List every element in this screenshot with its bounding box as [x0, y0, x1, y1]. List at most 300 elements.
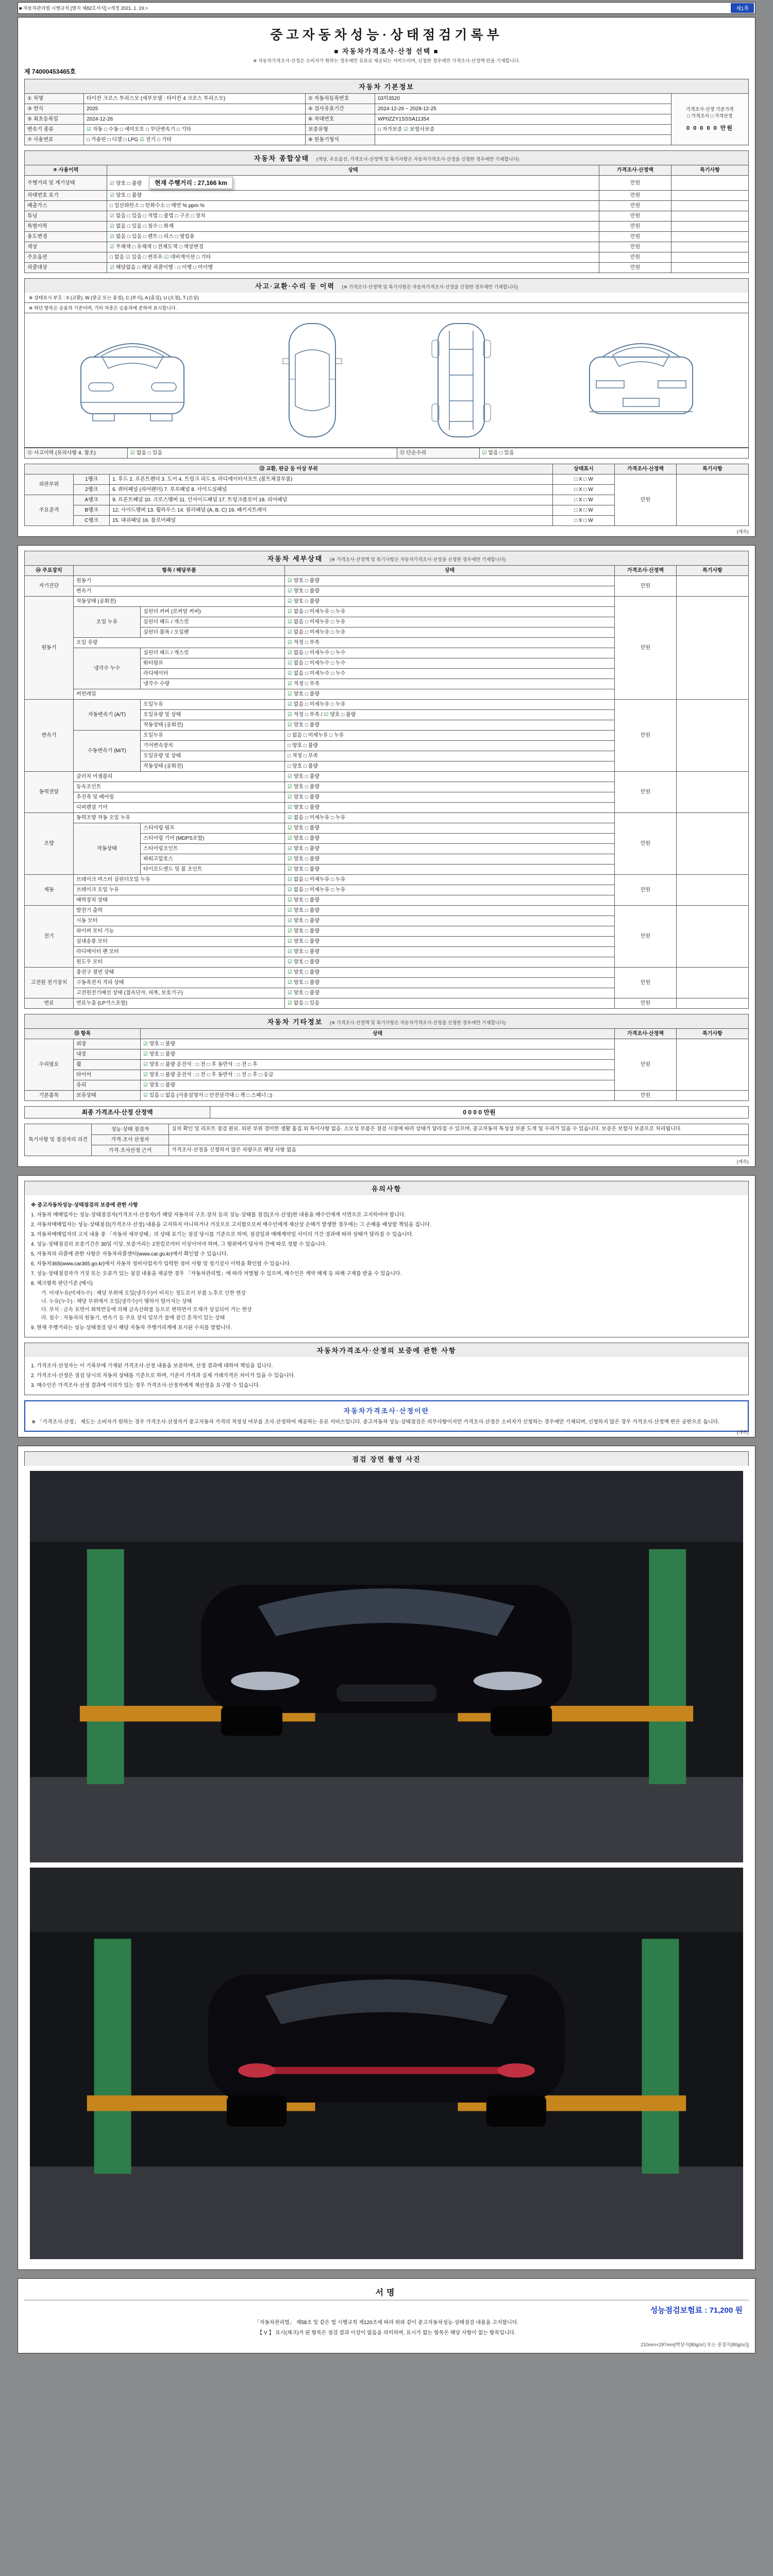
sub-item-label: 오일 누유 [74, 607, 141, 638]
part-label: 충전구 절연 상태 [74, 968, 285, 978]
section-title-comprehensive-text: 자동차 종합상태 [254, 155, 310, 162]
remarks-cell [677, 998, 749, 1009]
remarks-cell [671, 222, 749, 232]
usage-item-label: 튜닝 [25, 211, 107, 222]
simple-repair-checkboxes[interactable]: ☑ 없음 □ 있음 [479, 448, 749, 459]
opinion-section-label: 특기사항 및 점검자의 의견 [25, 1124, 92, 1156]
col-detail-price: 가격조사·산정액 [615, 566, 677, 576]
sub-item-label: 수동변속기 (M/T) [74, 731, 141, 772]
notice-item: 5. 자동차의 리콜에 관한 사항은 자동차리콜센터(www.car.go.kr)에서 확인할 수 있습니다. [31, 1251, 228, 1257]
status-checkboxes[interactable]: ☑ 양호 □ 불량 [285, 803, 615, 813]
col-usage-history: ⑨ 사용이력 [25, 165, 107, 176]
status-checkboxes[interactable]: ☑ 없음 □ 미세누유 □ 누유 [285, 813, 615, 823]
notice-sub-item: 다. 부식 : 금속 표면이 화학반응에 의해 금속산화물 등으로 변하면서 모재가 상실되어 가는 현상 [41, 1307, 252, 1313]
device-label: 연료 [25, 998, 74, 1009]
field-label: 변속기 종류 [25, 125, 84, 135]
rank-mark-checkboxes[interactable]: □ X □ W [553, 474, 615, 485]
comprehensive-row [25, 232, 749, 242]
part-label: 디퍼렌셜 기어 [74, 803, 285, 813]
part-label: 작동상태 (공회전) [141, 761, 285, 772]
rank-parts: 6. 쿼터패널 (리어펜더) 7. 루프패널 8. 사이드실패널 [110, 485, 553, 495]
part-label: 기어변속장치 [141, 741, 285, 751]
price-cell: 만원 [599, 201, 671, 211]
usage-item-label: 주행거리 및 계기상태 [25, 176, 107, 191]
status-checkboxes[interactable]: ☑ 양호 □ 불량 [285, 689, 615, 700]
inspector-opinion-text: 실차 확인 및 리프트 점검 완료. 외판 부위 경미한 생활 흠집 외 특이사항 없음. 소모성 부품은 점검 시점에 따라 상태가 달라질 수 있으며, 중고자동차 특성상 부분 도색 및 수리가 있을 수 있습니다. 보증은 보험사 보증으로 처리됩니다. [169, 1124, 749, 1135]
status-checkboxes[interactable]: ☑ 없음 □ 미세누수 □ 누수 [285, 658, 615, 669]
comprehensive-body [25, 176, 749, 273]
part-label: 클러치 어셈블리 [74, 772, 285, 782]
status-checkboxes[interactable]: ☑ 양호 □ 불량 [285, 937, 615, 947]
car-rear-diagram-icon [572, 321, 711, 439]
notice-item: 1. 자동차 매매업자는 성능·상태점검자(가격조사·산정자)가 해당 자동차의 구조·장치 등의 성능·상태를 점검(조사·산정)한 내용을 매수인에게 서면으로 고지하여야 합니다. [31, 1212, 406, 1218]
status-checkboxes[interactable]: ☑ 양호 □ 불량 [285, 865, 615, 875]
rank-label: B랭크 [74, 505, 110, 516]
detail-row [25, 772, 749, 782]
panel-group-label: 외판부위 [25, 474, 74, 495]
section-title-accident [24, 278, 749, 293]
col-misc-price: 가격조사·산정액 [615, 1029, 677, 1039]
signature-title: 서명 [24, 2284, 749, 2300]
section-title-notice-text: 유의사항 [371, 1185, 402, 1193]
notice-intro: ※ 중고자동차성능·상태점검의 보증에 관한 사항 [31, 1202, 138, 1208]
status-checkboxes[interactable]: ☑ 양호 □ 불량 [285, 576, 615, 586]
price-cell: 만원 [615, 998, 677, 1009]
status-checkboxes[interactable]: ☑ 양호 □ 불량 [285, 782, 615, 792]
remarks-cell [671, 232, 749, 242]
field-label: ① 차명 [25, 94, 84, 104]
part-label: 커먼레일 [74, 689, 285, 700]
car-underbody-diagram-icon [423, 318, 500, 442]
comprehensive-row [25, 191, 749, 201]
appraiser-opinion-text [169, 1135, 749, 1145]
col-misc-status: 상태 [141, 1029, 615, 1039]
sub-item-label: 냉각수 누수 [74, 648, 141, 689]
rank-section-label: ⑬ 교환, 판금 등 이상 부위 [25, 464, 553, 474]
part-label: 동력조향 작동 오일 누유 [74, 813, 285, 823]
status-checkboxes[interactable]: ☑ 양호 □ 불량 [285, 947, 615, 957]
remarks-cell [677, 576, 749, 597]
section-title-photos-text: 점검 장면 촬영 사진 [352, 1455, 421, 1463]
rank-parts: 9. 프론트패널 10. 크로스멤버 11. 인사이드패널 17. 트렁크플로어 18. 리어패널 [110, 495, 553, 505]
part-label: 오일유량 및 상태 [141, 751, 285, 761]
final-price-table [24, 1106, 749, 1118]
base-price-value: 0 0 0 0 0 만원 [686, 125, 734, 131]
part-label: 오일누유 [141, 731, 285, 741]
misc-item-label: 휠 [74, 1060, 141, 1070]
field-label: 보증유형 [306, 125, 375, 135]
col-item: 항목 / 해당부품 [74, 566, 285, 576]
status-checkboxes[interactable]: ☑ 양호 □ 불량 [285, 597, 615, 607]
simple-repair-label: ⑫ 단순수리 [397, 448, 479, 459]
status-checkboxes[interactable]: ☑ 양호 □ 불량 [141, 1039, 615, 1049]
rank-mark-checkboxes[interactable]: □ X □ W [553, 505, 615, 516]
paper-size-note: 210mm×297mm[백상지(80g/㎡) 또는 중질지(80g/㎡)] [641, 2342, 749, 2347]
status-checkboxes[interactable]: ☑ 없음 □ 미세누유 □ 누유 [285, 885, 615, 895]
field-value: 03하3520 [375, 94, 671, 104]
detail-row [25, 576, 749, 586]
part-label: 배력장치 상태 [74, 895, 285, 906]
sheet-signature [18, 2278, 755, 2353]
status-checkboxes[interactable]: ☑ 양호 □ 불량 [285, 720, 615, 731]
warranty-list [30, 1362, 743, 1389]
usage-item-label: 주요옵션 [25, 252, 107, 263]
field-value[interactable]: □ 자가보증 ☑ 보험사보증 [375, 125, 671, 135]
status-checkboxes[interactable]: ☑ 없음 □ 있음 [285, 998, 615, 1009]
basic-row [25, 114, 749, 125]
comprehensive-row [25, 252, 749, 263]
status-checkboxes[interactable]: ☑ 양호 □ 불량 [285, 792, 615, 803]
continue-marker: (계속) [736, 1430, 749, 1435]
detail-row [25, 906, 749, 916]
detail-row [25, 597, 749, 607]
comprehensive-row [25, 242, 749, 252]
price-cell: 만원 [599, 232, 671, 242]
status-checkboxes[interactable]: ☑ 양호 □ 불량 [141, 1080, 615, 1091]
status-checkboxes[interactable]: ☑ 무채색 □ 유채색 □ 전체도색 □ 색상변경 [107, 242, 599, 252]
detail-note: (※ 가격조사·산정액 및 특기사항은 자동차가격조사·산정을 신청한 경우에만 기재합니다) [329, 557, 506, 562]
price-cell: 만원 [615, 1091, 677, 1101]
detail-row [25, 813, 749, 823]
status-checkboxes[interactable]: ☑ 없음 □ 미세누유 □ 누유 [285, 700, 615, 710]
status-checkboxes[interactable]: □ 양호 □ 불량 [285, 741, 615, 751]
field-label: ⑧ 원동기형식 [306, 135, 375, 145]
status-checkboxes[interactable]: □ 없음 □ 미세누유 □ 누유 [285, 731, 615, 741]
price-cell: 만원 [599, 242, 671, 252]
status-checkboxes[interactable]: ☑ 적정 □ 부족 / ☑ 양호 □ 불량 [285, 710, 615, 720]
opinion-table [24, 1124, 749, 1156]
rank-header-row [25, 464, 749, 474]
status-checkboxes[interactable]: ☑ 없음 □ 미세누유 □ 누유 [285, 617, 615, 628]
status-checkboxes[interactable]: ☑ 양호 □ 불량 [285, 916, 615, 926]
col-remarks: 특기사항 [671, 165, 749, 176]
part-label: 추진축 및 베어링 [74, 792, 285, 803]
base-price-options[interactable]: □ 가격조사 □ 가격산정 [687, 113, 733, 119]
rank-price-header: 가격조사·산정액 [615, 464, 677, 474]
basic-row [25, 125, 749, 135]
notice-box [24, 1195, 749, 1337]
field-label: ⑤ 최초등록일 [25, 114, 84, 125]
status-checkboxes[interactable]: ☑ 양호 □ 불량 [285, 823, 615, 834]
status-checkboxes[interactable]: ☑ 양호 □ 불량 [285, 854, 615, 865]
status-checkboxes[interactable]: ☑ 양호 □ 불량 [285, 926, 615, 937]
part-label: 구동축전지 격리 상태 [74, 978, 285, 988]
status-checkboxes[interactable]: ☑ 양호 □ 불량 [285, 844, 615, 854]
col-misc-remarks: 특기사항 [677, 1029, 749, 1039]
part-label: 작동상태 (공회전) [141, 720, 285, 731]
rank-parts: 12. 사이드멤버 13. 휠하우스 14. 필러패널 (A, B, C) 19. 패키지트레이 [110, 505, 553, 516]
misc-header-row [25, 1029, 749, 1039]
part-label: 워터펌프 [141, 658, 285, 669]
status-checkboxes[interactable]: ☑ 양호 □ 불량 운전석 : □ 전 □ 후 동반석 : □ 전 □ 후 [141, 1060, 615, 1070]
opinion-row-appraiser [25, 1135, 749, 1145]
comprehensive-note: (색상, 주요옵션, 가격조사·산정액 및 특기사항은 자동차가격조사·산정을 신청한 경우에만 기재합니다) [316, 157, 519, 162]
price-cell: 만원 [615, 474, 677, 526]
part-label: 고전원전기배선 상태 (접속단자, 피복, 보호기구) [74, 988, 285, 998]
comprehensive-row [25, 176, 749, 191]
rank-mark-checkboxes[interactable]: □ X □ W [553, 485, 615, 495]
status-checkboxes[interactable]: ☑ 양호 □ 불량 [141, 1049, 615, 1060]
col-detail-status: 상태 [285, 566, 615, 576]
field-label: ④ 검사유효기간 [306, 104, 375, 114]
accident-history-table [24, 448, 749, 459]
remarks-cell [671, 201, 749, 211]
rank-note-header: 특기사항 [677, 464, 749, 474]
accident-history-checkboxes[interactable]: ☑ 없음 □ 있음 [128, 448, 397, 459]
section-title-misc [24, 1014, 749, 1028]
status-checkboxes[interactable]: ☑ 양호 □ 불량 [285, 988, 615, 998]
status-checkboxes[interactable]: ☑ 있음 □ 없음 (사용설명서 □ 안전삼각대 □ 잭 □ 스패너 □) [141, 1091, 615, 1101]
notice-sub-item: 라. 침수 : 자동차의 원동기, 변속기 등 주요 장치 일부가 물에 잠긴 흔적이 있는 상태 [41, 1315, 225, 1321]
notice-item: 3. 자동차매매업자의 고지 내용 중 「자동차 세부상태」의 상태 표기는 점검 당시를 기준으로 하며, 점검일과 매매계약일 사이의 기간 경과에 따라 상태가 달라질 수 있습니다. [31, 1232, 414, 1238]
part-label: 실린더 커버 (로커암 커버) [141, 607, 285, 617]
remarks-cell [677, 813, 749, 875]
field-label: ③ 연식 [25, 104, 84, 114]
section-title-accident-text: 사고·교환·수리 등 이력 [255, 282, 335, 290]
status-checkboxes[interactable]: ☑ 양호 □ 불량 [107, 191, 599, 201]
col-device: ⑭ 주요장치 [25, 566, 74, 576]
page-top-strip [18, 2, 755, 14]
field-value: 타이칸 크로스 투리스모 (세부모델 : 타이칸 4 크로스 투리스모) [84, 94, 306, 104]
price-cell: 만원 [615, 968, 677, 998]
remarks-cell [677, 968, 749, 998]
status-checkboxes[interactable]: □ 적정 □ 부족 [285, 751, 615, 761]
final-price-row [25, 1107, 749, 1118]
status-checkboxes[interactable]: ☑ 양호 □ 불량 [285, 906, 615, 916]
misc-group-label: 수리필요 [25, 1039, 74, 1091]
status-checkboxes[interactable]: ☑ 없음 □ 있음 □ 렌트 □ 리스 □ 영업용 [107, 232, 599, 242]
usage-item-label: 리콜대상 [25, 263, 107, 273]
rank-parts: 1. 후드 2. 프론트펜더 3. 도어 4. 트렁크 리드 5. 라디에이터서포트 (볼트체결부품) [110, 474, 553, 485]
field-value[interactable]: □ 가솔린 □ 디젤 □ LPG ☑ 전기 □ 기타 [84, 135, 306, 145]
inspector-label: 성능·상태 점검자 [92, 1124, 169, 1135]
status-checkboxes[interactable]: ☑ 양호 □ 불량 [285, 978, 615, 988]
status-checkboxes[interactable]: ☑ 양호 □ 불량 [285, 895, 615, 906]
sub-item-label: 작동상태 [74, 823, 141, 875]
appraisal-basis-text: 가격조사·산정을 신청하지 않은 차량으로 해당 사항 없음 [169, 1145, 749, 1156]
part-label: 타이로드엔드 및 볼 조인트 [141, 865, 285, 875]
sub-item-label: 자동변속기 (A/T) [74, 700, 141, 731]
accident-legend-1: ※ 상태표시 부호 : X (교환), W (판금 또는 용접), C (부식), A (흠집), U (요철), T (손상) [24, 293, 749, 303]
part-label: 실내송풍 모터 [74, 937, 285, 947]
field-value[interactable]: ☑ 자동 □ 수동 □ 세미오토 □ 무단변속기 □ 기타 [84, 125, 306, 135]
rank-marks-header: 상태표시 [553, 464, 615, 474]
status-checkboxes[interactable]: ☑ 없음 □ 미세누유 □ 누유 [285, 875, 615, 885]
document-subnote: ※ 자동차가격조사·산정은 소비자가 원하는 경우에만 유료로 제공되는 서비스이며, 신청한 경우에만 가격조사·산정액 란을 기재합니다. [253, 58, 520, 63]
remarks-cell [677, 906, 749, 968]
opinion-row-inspector [25, 1124, 749, 1135]
part-label: 브레이크 마스터 실린더오일 누유 [74, 875, 285, 885]
col-price: 가격조사·산정액 [599, 165, 671, 176]
status-checkboxes[interactable]: ☑ 양호 □ 불량 [285, 834, 615, 844]
remarks-cell [677, 772, 749, 813]
about-appraisal-title: 자동차가격조사·산정이란 [343, 1407, 430, 1415]
status-checkboxes[interactable]: ☑ 양호 □ 불량 [285, 586, 615, 597]
basic-info-table [24, 93, 749, 145]
misc-item-label: 외장 [74, 1039, 141, 1049]
remarks-cell [677, 474, 749, 526]
car-front-diagram-icon [63, 321, 202, 439]
status-checkboxes[interactable]: ☑ 없음 □ 있음 □ 침수 □ 화재 [107, 222, 599, 232]
accident-note: (※ 가격조사·산정액 및 특기사항은 자동차가격조사·산정을 신청한 경우에만 기재합니다) [342, 284, 518, 290]
status-checkboxes[interactable]: ☑ 양호 □ 불량 [285, 772, 615, 782]
notice-item: 6. 자동차365(www.car365.go.kr)에서 자동차 정비사업자가 입력한 정비 사항 및 정기검사 이력을 확인할 수 있습니다. [31, 1261, 291, 1267]
status-checkboxes[interactable]: ☑ 양호 □ 불량 [285, 968, 615, 978]
status-checkboxes[interactable]: ☑ 해당없음 □ 해당 리콜이행 : □ 이행 □ 미이행 [107, 263, 599, 273]
detail-row [25, 700, 749, 710]
current-mileage-value: 현재 주행거리 : 27,166 km [149, 177, 233, 189]
part-label: 실린더 블록 / 오일팬 [141, 628, 285, 638]
accident-history-label: ⑪ 사고이력 (유의사항 4. 참조) [25, 448, 128, 459]
status-checkboxes[interactable]: ☑ 없음 □ 미세누유 □ 누유 [285, 607, 615, 617]
section-title-photos [24, 1451, 749, 1466]
section-title-comprehensive [24, 150, 749, 165]
part-label: 발전기 출력 [74, 906, 285, 916]
field-label: ⑥ 차대번호 [306, 114, 375, 125]
notice-sub-item: 가. 미세누유(미세누수) : 해당 부위에 오일(냉각수)이 비치는 정도로서 부품 노후로 인한 현상 [41, 1291, 246, 1296]
status-checkboxes[interactable]: ☑ 없음 □ 있음 □ 적법 □ 불법 □ 구조 □ 장치 [107, 211, 599, 222]
remarks-cell [671, 176, 749, 191]
part-label: 스티어링 펌프 [141, 823, 285, 834]
notice-item: 4. 성능·상태점검의 보증기간은 30일 이상, 보증거리는 2천킬로미터 이상이어야 하며, 그 범위에서 당사자 간에 따로 정할 수 있습니다. [31, 1242, 327, 1247]
part-label: 스티어링조인트 [141, 844, 285, 854]
status-checkboxes[interactable]: ☑ 양호 □ 불량 [285, 957, 615, 968]
continue-marker: (계속) [736, 1159, 749, 1164]
accident-rank-table [24, 464, 749, 526]
basic-row [25, 94, 749, 104]
status-checkboxes[interactable]: □ 양호 □ 불량 [285, 761, 615, 772]
notice-item: 2. 자동차매매업자는 성능·상태점검(가격조사·산정) 내용을 고지하지 아니하거나 거짓으로 고지함으로써 매수인에게 재산상 손해가 발생한 경우에는 그 손해를 배상할 책임을 집니다. [31, 1222, 431, 1228]
remarks-cell [677, 1039, 749, 1091]
detail-row [25, 968, 749, 978]
base-price-label: 가격조사·산정 기준가격 [686, 106, 734, 112]
price-cell: 만원 [615, 597, 677, 700]
misc-item-label: 유리 [74, 1080, 141, 1091]
part-label: 등속조인트 [74, 782, 285, 792]
accident-legend-2: ※ 하단 항목은 승용차 기준이며, 기타 차종은 승용차에 준하여 표시합니다. [24, 303, 749, 313]
price-cell: 만원 [615, 1039, 677, 1091]
part-label: 변속기 [74, 586, 285, 597]
misc-table [24, 1028, 749, 1101]
about-appraisal-body: ※ 「가격조사·산정」 제도는 소비자가 원하는 경우 가격조사·산정자가 중고자동차 가격의 적정성 여부를 조사·산정하여 제공하는 유료 서비스입니다. 중고자동차 성능·상태점검은 의무사항이지만 가격조사·산정은 소비자가 신청하는 경우에만 기재되며, 신청하지 않은 경우 가격조사·산정액 란은 공란으로 둡니다. [31, 1419, 720, 1425]
status-checkboxes[interactable]: ☑ 없음 □ 미세누수 □ 누수 [285, 669, 615, 679]
status-checkboxes[interactable]: ☑ 없음 □ 미세누수 □ 누수 [285, 648, 615, 658]
price-cell: 만원 [615, 813, 677, 875]
field-value [375, 135, 671, 145]
remarks-cell [671, 211, 749, 222]
inspection-photo-rear [30, 1868, 743, 2259]
basic-row [25, 135, 749, 145]
status-checkboxes[interactable]: □ 없음 ☑ 있음 □ 썬루프 ☑ 네비게이션 □ 기타 [107, 252, 599, 263]
part-label: 시동 모터 [74, 916, 285, 926]
rank-body [25, 474, 749, 526]
misc-row [25, 1039, 749, 1049]
usage-item-label: 배출가스 [25, 201, 107, 211]
section-title-basic [24, 79, 749, 93]
notice-item: 7. 성능·상태점검자가 거짓 또는 오류가 있는 점검 내용을 제공한 경우 「자동차관리법」에 따라 처벌될 수 있으며, 매수인은 계약 해제 등 피해 구제를 받을 수 있습니다. [31, 1271, 402, 1277]
document-subtitle: ■ 자동차가격조사·산정 선택 ■ [334, 47, 439, 55]
appraiser-label: 가격·조사 산정자 [92, 1135, 169, 1145]
form-reference: ■ 자동차관리법 시행규칙 [별지 제82호서식] <개정 2021. 1. 19.> [19, 6, 148, 11]
rank-row [25, 474, 749, 485]
page-badge[interactable]: 제1쪽 [731, 3, 754, 13]
comprehensive-row [25, 222, 749, 232]
price-cell: 만원 [615, 772, 677, 813]
remarks-cell [677, 1091, 749, 1101]
base-price-cell [671, 94, 749, 145]
col-misc-item: ⑮ 항목 [25, 1029, 141, 1039]
section-title-misc-text: 자동차 기타정보 [267, 1018, 323, 1026]
document-title: 중고자동차성능·상태점검기록부 [270, 28, 503, 42]
status-checkboxes[interactable]: ☑ 없음 □ 미세누유 □ 누유 [285, 628, 615, 638]
device-label: 고전원 전기장치 [25, 968, 74, 998]
part-label: 실린더 헤드 / 개스킷 [141, 617, 285, 628]
misc-item-label: 내장 [74, 1049, 141, 1060]
comprehensive-row [25, 263, 749, 273]
part-label: 실린더 헤드 / 개스킷 [141, 648, 285, 658]
part-label: 작동상태 (공회전) [74, 597, 285, 607]
section-title-detail-text: 자동차 세부상태 [267, 555, 323, 563]
insurance-fee: 성능점검보험료 : 71,200 원 [650, 2306, 743, 2315]
status-checkboxes[interactable]: ☑ 적정 □ 부족 [285, 638, 615, 648]
price-cell: 만원 [615, 875, 677, 906]
usage-item-label: 차대번호 표기 [25, 191, 107, 201]
part-label: 연료누출 (LP가스포함) [74, 998, 285, 1009]
misc-item-label: 타이어 [74, 1070, 141, 1080]
inspection-photo-front [30, 1471, 743, 1862]
final-price-value: 0 0 0 0 만원 [210, 1107, 749, 1118]
opinion-row-basis [25, 1145, 749, 1156]
status-checkboxes[interactable]: ☑ 양호 □ 불량 운전석 : □ 전 □ 후 동반석 : □ 전 □ 후 □ 응급 [141, 1070, 615, 1080]
price-cell: 만원 [599, 191, 671, 201]
rank-label: C랭크 [74, 516, 110, 526]
section-title-detail [24, 551, 749, 565]
price-cell: 만원 [615, 700, 677, 772]
rank-mark-checkboxes[interactable]: □ X □ W [553, 516, 615, 526]
status-checkboxes[interactable]: ☑ 양호 □ 불량 현재 주행거리 : 27,166 km [107, 176, 599, 191]
notice-item: 8. 체크항목 판단기준 (예시) [31, 1281, 93, 1286]
rank-parts: 15. 대쉬패널 16. 플로어패널 [110, 516, 553, 526]
device-label: 조향 [25, 813, 74, 875]
appraisal-basis-label: 가격·조사산정 근거 [92, 1145, 169, 1156]
misc-group-label: 기본품목 [25, 1091, 74, 1101]
price-cell: 만원 [599, 222, 671, 232]
part-label: 와이퍼 모터 기능 [74, 926, 285, 937]
about-appraisal-box [24, 1400, 749, 1432]
field-value: WP0ZZY1SSSA11354 [375, 114, 671, 125]
sheet-main [18, 17, 755, 537]
sheet-detail [18, 545, 755, 1167]
status-checkboxes[interactable]: □ 일산화탄소 □ 탄화수소 □ 매연 % ppm % [107, 201, 599, 211]
usage-item-label: 색상 [25, 242, 107, 252]
device-label: 변속기 [25, 700, 74, 772]
field-label: ② 자동차등록번호 [306, 94, 375, 104]
section-title-warranty-text: 자동차가격조사·산정의 보증에 관한 사항 [316, 1347, 457, 1354]
car-top-diagram-icon [274, 318, 351, 442]
continue-marker: (계속) [736, 529, 749, 534]
device-label: 원동기 [25, 597, 74, 700]
notice-list [30, 1211, 743, 1332]
part-label: 라디에이터 팬 모터 [74, 947, 285, 957]
rank-mark-checkboxes[interactable]: □ X □ W [553, 495, 615, 505]
part-label: 파워고압호스 [141, 854, 285, 865]
comprehensive-row [25, 211, 749, 222]
status-checkboxes[interactable]: ☑ 적정 □ 부족 [285, 679, 615, 689]
price-cell: 만원 [599, 211, 671, 222]
price-cell: 만원 [599, 263, 671, 273]
col-status: 상태 [107, 165, 599, 176]
remarks-cell [677, 875, 749, 906]
